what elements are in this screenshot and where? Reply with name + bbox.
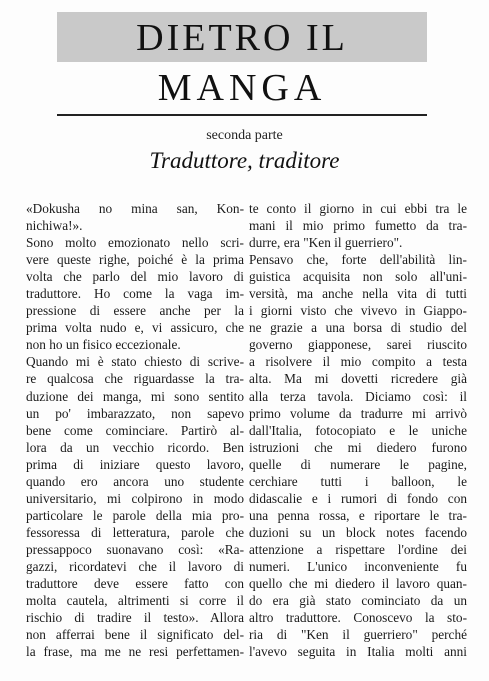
text-line: «Dokusha no mina san, Kon- <box>26 201 244 216</box>
text-line: attenzione a rispettare l'ordine dei <box>249 541 467 557</box>
text-line: la frase, ma me ne resi perfettamen- <box>26 644 244 660</box>
text-line: re qualcosa che riguardasse la tra- <box>26 371 244 387</box>
text-line: prima di iniziare questo lavoro, <box>26 456 244 472</box>
text-line: duzione dei manga, mi sono sentito <box>26 388 244 404</box>
text-line: alta. Ma mi dovetti ricredere già <box>249 371 467 387</box>
text-line: lora da un vecchio ricordo. Ben <box>26 439 244 455</box>
text-line: durre, era "Ken il guerriero". <box>249 235 403 251</box>
text-line: non afferrai bene il significato del- <box>26 627 244 643</box>
text-line: te conto il giorno in cui ebbi tra le <box>249 201 467 216</box>
text-line: do era già stato cominciato da un <box>249 593 467 609</box>
text-line: cerchiare tutti i balloon, le <box>249 473 467 489</box>
text-line: altro traduttore. Conoscevo la sto- <box>249 610 467 626</box>
text-line: rischio di tradire il testo». Allora <box>26 610 244 626</box>
text-line: Pensavo che, forte dell'abilità lin- <box>249 252 467 268</box>
text-line: duzioni su un block notes facendo <box>249 524 467 540</box>
text-line: primo volume da tradurre mi arrivò <box>249 405 467 421</box>
text-line: volta che parlo del mio lavoro di <box>26 269 244 285</box>
section-title-line2: MANGA <box>157 67 327 109</box>
text-line: un po' imbarazzato, non sapevo <box>26 405 244 421</box>
text-line: molta cautela, altrimenti si corre il <box>26 593 244 609</box>
text-line: governo giapponese, sarei riuscito <box>249 337 467 353</box>
text-line: nichiwa!». <box>26 218 83 234</box>
section-title-line1: DIETRO IL <box>136 17 348 59</box>
text-line: ria di "Ken il guerriero" perché <box>249 627 467 643</box>
text-line: a risolvere il mio compito a testa <box>249 354 467 370</box>
text-column-right <box>249 200 467 660</box>
text-line: i giorni visto che vivevo in Giappo- <box>249 303 467 319</box>
text-line: istruzioni che mi diedero furono <box>249 439 467 455</box>
text-line: particolare le parole della mia pro- <box>26 507 244 523</box>
text-line: traduttore. Ho come la vaga im- <box>26 286 244 302</box>
text-line: gazzi, ricordatevi che il lavoro di <box>26 558 244 574</box>
text-line: numeri. L'unico inconveniente fu <box>249 558 467 574</box>
text-column-left <box>26 200 244 660</box>
text-line: quello che mi diedero il lavoro quan- <box>249 576 467 592</box>
text-line: Sono molto emozionato nello scri- <box>26 235 244 251</box>
text-line: non ho un fisico eccezionale. <box>26 337 181 353</box>
title-divider <box>57 114 427 116</box>
text-line: bene come cominciare. Partirò al- <box>26 422 244 438</box>
text-line: prima volta nudo e, vi assicuro, che <box>26 320 244 336</box>
text-line: universitario, mi colpirono in modo <box>26 490 244 506</box>
text-line: versità, ma anche nella vita di tutti <box>249 286 467 302</box>
text-line: ne grazie a una borsa di studio del <box>249 320 467 336</box>
text-line: una penna rossa, e riportare le tra- <box>249 507 467 523</box>
text-line: didascalie e i rumori di fondo con <box>249 490 467 506</box>
text-line: quando ero ancora uno studente <box>26 473 244 489</box>
text-line: traduttore deve essere fatto con <box>26 576 244 592</box>
text-line: fessoressa di letteratura, parole che <box>26 524 244 540</box>
text-line: quelle di numerare le pagine, <box>249 456 467 472</box>
article-title: Traduttore, traditore <box>149 148 340 173</box>
text-line: pressione di essere anche per la <box>26 303 244 319</box>
subtitle: seconda parte <box>206 128 283 143</box>
text-line: alla terza tavola. Diciamo così: il <box>249 388 467 404</box>
text-line: pressappoco suonavano così: «Ra- <box>26 541 244 557</box>
text-line: mani il mio primo fumetto da tra- <box>249 218 467 234</box>
text-line: Quando mi è stato chiesto di scrive- <box>26 354 244 370</box>
text-line: vere queste righe, poiché è la prima <box>26 252 244 268</box>
text-line: guistica acquisita non solo all'uni- <box>249 269 467 285</box>
text-line: dall'Italia, fotocopiato e le uniche <box>249 422 467 438</box>
text-line: l'avevo seguita in Italia molti anni <box>249 644 467 660</box>
